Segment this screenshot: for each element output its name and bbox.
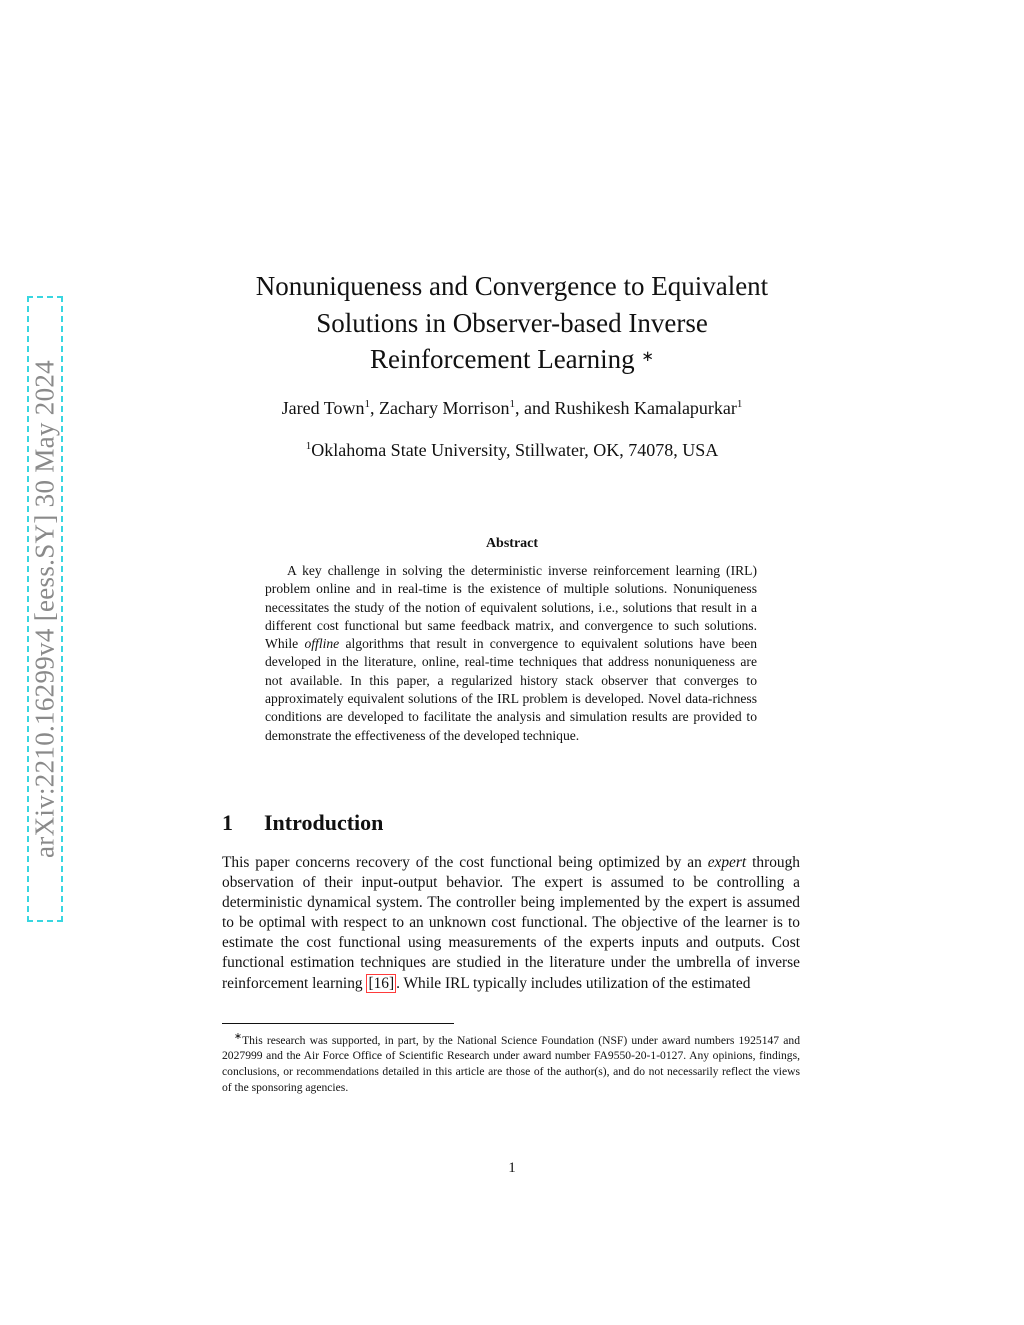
footnote-mark: ∗ xyxy=(234,1031,243,1042)
abstract-italic: offline xyxy=(304,636,340,652)
intro-italic: expert xyxy=(707,854,747,871)
abstract-heading: Abstract xyxy=(485,536,539,551)
affiliation-text: Oklahoma State University, Stillwater, OK, 74078, USA xyxy=(311,440,719,460)
affiliation xyxy=(222,440,802,461)
intro-text-1: This paper concerns recovery of the cost functional being optimized by an xyxy=(222,854,708,871)
paper-title xyxy=(222,268,802,378)
author-affiliation-mark: 1 xyxy=(509,398,515,410)
author-name: Jared Town xyxy=(281,398,365,418)
abstract-body xyxy=(265,562,757,745)
page-number: 1 xyxy=(508,1160,516,1176)
section-title: Introduction xyxy=(264,810,384,835)
affiliation-mark: 1 xyxy=(305,440,312,452)
section-heading xyxy=(222,810,383,836)
section-number: 1 xyxy=(222,810,233,835)
title-line-2: Solutions in Observer-based Inverse xyxy=(316,307,708,338)
author-separator: , and xyxy=(514,398,555,418)
arxiv-identifier[interactable]: arXiv:2210.16299v4 [eess.SY] 30 May 2024 xyxy=(29,360,60,858)
author-list xyxy=(222,398,802,419)
author-separator: , xyxy=(369,398,379,418)
intro-paragraph xyxy=(222,853,800,994)
abstract-text-2: algorithms that result in convergence to equivalent solutions have been developed in the literature, online, real-time techniques that address nonuniqueness are not available. In this paper, a regularized history stack observer that converges to approximately equivalent solutions of the IRL problem is developed. Novel data-richness conditions are developed to facilitate the analysis and simulation results are provided to demonstrate the effectiveness of the developed technique. xyxy=(265,636,757,743)
footnote-text: This research was supported, in part, by the National Science Foundation (NSF) under award numbers 1925147 and 2027999 and the Air Force Office of Scientific Research under award number FA9550-20-1-0127. Any opinions, findings, conclusions, or recommendations detailed in this article are those of the author(s), and do not necessarily reflect the views of the sponsoring agencies. xyxy=(222,1033,800,1094)
footnote-rule xyxy=(222,1023,454,1024)
intro-text-2: through observation of their input-output behavior. The expert is assumed to be controlling a deterministic dynamical system. The controller being implemented by the expert is assumed to be optimal with respect to an unknown cost functional. The objective of the learner is to estimate the cost functional using measurements of the experts inputs and outputs. Cost functional estimation techniques are studied in the literature under the umbrella of inverse reinforcement learning xyxy=(222,854,800,992)
intro-text-3: . While IRL typically includes utilization of the estimated xyxy=(396,974,751,992)
title-line-1: Nonuniqueness and Convergence to Equivalent xyxy=(255,271,769,301)
author-name: Zachary Morrison xyxy=(378,398,510,418)
author-name: Rushikesh Kamalapurkar xyxy=(554,398,737,418)
abstract-text-1: A key challenge in solving the deterministic inverse reinforcement learning (IRL) problem online and in real-time is the existence of multiple solutions. Nonuniqueness necessitates the study of the notion of equivalent solutions, i.e., solutions that result in a different cost functional but same feedback matrix, and convergence to such solutions. While xyxy=(265,563,757,652)
title-line-3 xyxy=(222,341,802,378)
author-affiliation-mark: 1 xyxy=(736,398,743,410)
author-affiliation-mark: 1 xyxy=(364,398,370,410)
footnote xyxy=(222,1029,800,1095)
title-footnote-mark[interactable]: ∗ xyxy=(641,349,654,365)
title-line-3-text: Reinforcement Learning xyxy=(370,344,635,374)
citation-link[interactable]: [16] xyxy=(368,974,395,992)
